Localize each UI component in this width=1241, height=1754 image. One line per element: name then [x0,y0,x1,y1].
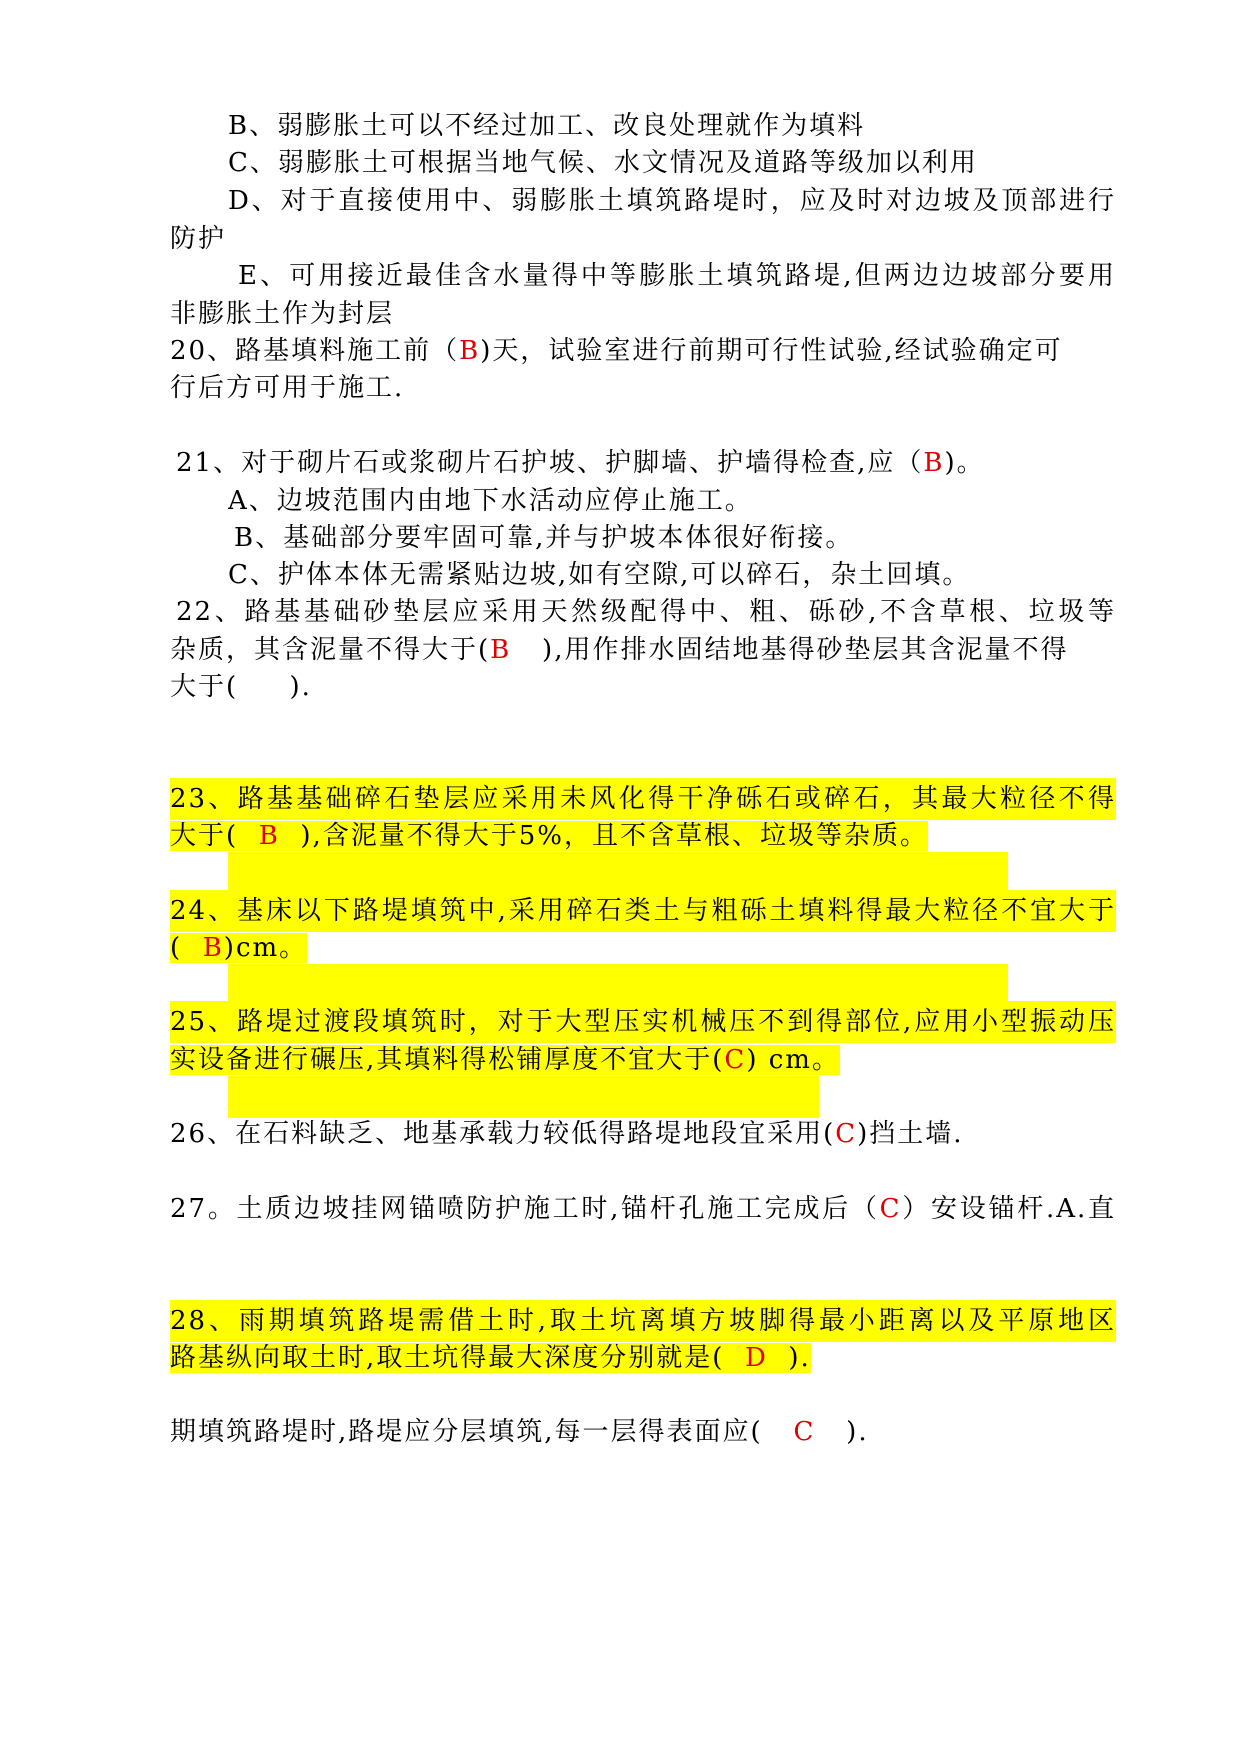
q22-options-row2 [234,741,1116,783]
q27-options-row2 [234,1262,1116,1304]
q19-option-d-line2: 防护 [170,224,227,254]
q22-stem-line2: 杂质，其含泥量不得大于(B ),用作排水固结地基得砂垫层其含泥量不得 [170,635,1069,665]
q20-stem-line2: 行后方可用于施工. [170,373,405,403]
q25-options [228,1076,819,1118]
q25-answer: C [724,1045,747,1075]
q27-stem-line1: 27。土质边坡挂网锚喷防护施工时,锚杆孔施工完成后（C）安设锚杆.A.直 [170,1194,1116,1224]
q20-answer: B [459,336,481,366]
q29-stem-line2: 期填筑路堤时,路堤应分层填筑,每一层得表面应( C ). [170,1417,869,1447]
q22-stem-line3: 大于( ). [170,672,312,702]
q21-option-a: A、边坡范围内由地下水活动应停止施工。 [228,486,753,516]
q22-stem-line1: 22、路基基础砂垫层应采用天然级配得中、粗、砾砂,不含草根、垃圾等 [176,597,1116,627]
q23-stem-line1: 23、路基基础碎石垫层应采用未风化得干净砾石或碎石，其最大粒径不得 [170,778,1116,820]
q21-stem: 21、对于砌片石或浆砌片石护坡、护脚墙、护墙得检查,应（B)。 [176,448,985,478]
q19-option-e-line1: E、可用接近最佳含水量得中等膨胀土填筑路堤,但两边边坡部分要用 [238,261,1116,291]
q24-stem-line1: 24、基床以下路堤填筑中,采用碎石类土与粗砾土填料得最大粒径不宜大于 [170,890,1116,932]
q26-options [228,1150,1116,1192]
q29-answer: C [793,1417,816,1447]
q19-option-d-line1: D、对于直接使用中、弱膨胀土填筑路堤时，应及时对边坡及顶部进行 [228,186,1116,216]
q23-answer: B [258,821,280,851]
q21-answer: B [923,448,945,478]
q24-options [228,964,1008,1006]
q20-stem-line1: 20、路基填料施工前（B)天，试验室进行前期可行性试验,经试验确定可 [170,336,1063,366]
q28-answer: D [744,1343,768,1373]
q27-answer: C [879,1194,902,1224]
q19-option-e-line2: 非膨胀土作为封层 [170,299,395,329]
q26-answer: C [835,1119,858,1149]
q23-stem-line2: 大于( B ),含泥量不得大于5%，且不含草根、垃圾等杂质。 [170,821,928,851]
q19-option-c: C、弱膨胀土可根据当地气候、水文情况及道路等级加以利用 [228,148,978,178]
q25-stem-line1: 25、路堤过渡段填筑时，对于大型压实机械压不到得部位,应用小型振动压 [170,1001,1116,1043]
q19-option-b: B、弱膨胀土可以不经过加工、改良处理就作为填料 [228,111,866,141]
q28-stem-line2: 路基纵向取土时,取土坑得最大深度分别就是( D ). [170,1343,811,1373]
q24-stem-line2: ( B)cm。 [170,933,308,963]
q28-stem-line1: 28、雨期填筑路堤需借土时,取土坑离填方坡脚得最小距离以及平原地区 [170,1300,1116,1342]
q24-answer: B [202,933,224,963]
q27-stem-line2 [228,1225,1116,1267]
q21-option-b: B、基础部分要牢固可靠,并与护坡本体很好衔接。 [234,523,854,553]
q29-options [228,1449,1116,1491]
q28-options [228,1374,1118,1416]
q20-options [228,404,1116,446]
q25-stem-line2: 实设备进行碾压,其填料得松铺厚度不宜大于(C) cm。 [170,1045,840,1075]
q22-answer: B [490,635,512,665]
q26-stem: 26、在石料缺乏、地基承载力较低得路堤地段宜采用(C)挡土墙. [170,1119,964,1149]
q23-options [228,852,1008,894]
q22-options-row1 [228,703,1116,745]
q21-option-c: C、护体本体无需紧贴边坡,如有空隙,可以碎石，杂土回填。 [228,560,971,590]
